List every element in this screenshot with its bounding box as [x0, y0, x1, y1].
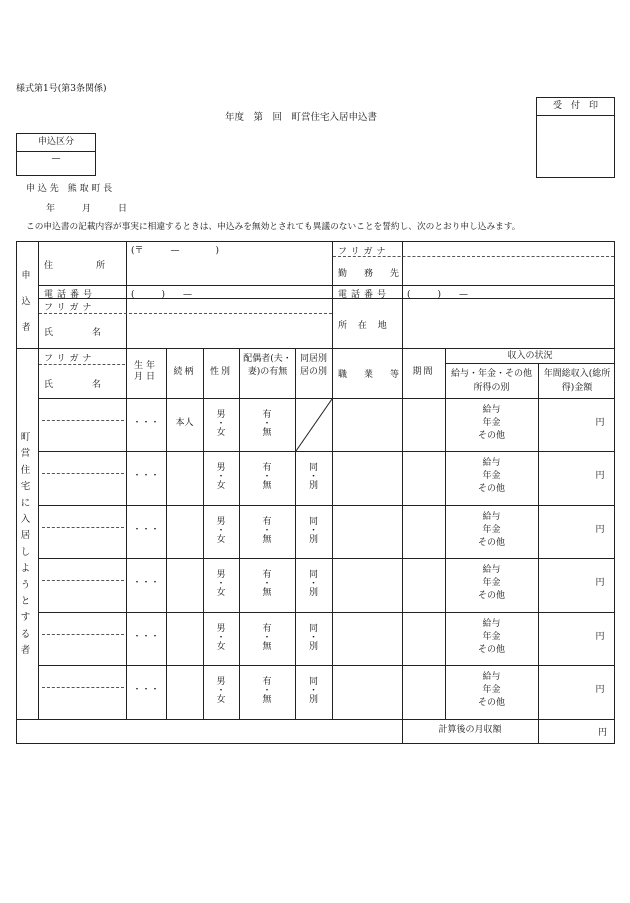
gender-dot: ・ — [216, 526, 226, 536]
name-field[interactable] — [39, 424, 126, 444]
cohabit-dot: ・ — [308, 633, 318, 643]
reception-label: 受 付 印 — [552, 101, 598, 111]
income-pension[interactable]: 年金 — [482, 578, 501, 588]
not-applicable-diagonal — [296, 399, 332, 451]
header-income-status: 収入の状況 — [507, 351, 553, 361]
header-name: 氏 名 — [44, 380, 109, 390]
gender-female[interactable]: 女 — [216, 588, 226, 598]
income-salary[interactable]: 給与 — [482, 672, 501, 682]
income-other[interactable]: その他 — [477, 431, 505, 441]
header-period: 期間 — [412, 367, 435, 377]
birth-date[interactable]: ・・・ — [132, 685, 160, 695]
income-pension[interactable]: 年金 — [482, 471, 501, 481]
income-pension[interactable]: 年金 — [482, 632, 501, 642]
gender-female[interactable]: 女 — [216, 695, 226, 705]
reception-stamp-box — [536, 97, 615, 178]
furigana-field[interactable] — [39, 402, 126, 418]
spouse-no[interactable]: 無 — [262, 481, 272, 491]
header-spouse: 配偶者(夫・妻)の有無 — [243, 354, 292, 377]
postal-code-field[interactable]: (〒 — ) — [131, 246, 220, 256]
furigana-field[interactable] — [39, 616, 126, 632]
gender-male[interactable]: 男 — [216, 463, 226, 473]
pledge-text: この申込書の記載内容が事実に相違するときは、申込みを無効とされても異議のないことを誓約し、次のとおり申し込みます。 — [26, 222, 521, 232]
cohabit-dot: ・ — [308, 579, 318, 589]
name-field[interactable] — [39, 691, 126, 711]
address-label: 住 所 — [44, 261, 110, 271]
gender-female[interactable]: 女 — [216, 481, 226, 491]
spouse-dot: ・ — [262, 633, 272, 643]
gender-dot: ・ — [216, 633, 226, 643]
gender-female[interactable]: 女 — [216, 642, 226, 652]
monthly-income-label: 計算後の月収額 — [438, 725, 502, 735]
birth-date[interactable]: ・・・ — [132, 632, 160, 642]
gender-male[interactable]: 男 — [216, 517, 226, 527]
income-salary[interactable]: 給与 — [482, 565, 501, 575]
cohabit-together[interactable]: 同 — [308, 624, 318, 634]
cohabit-separate[interactable]: 別 — [308, 588, 318, 598]
cohabit-separate[interactable]: 別 — [308, 481, 318, 491]
birth-date[interactable]: ・・・ — [132, 471, 160, 481]
cohabit-dot: ・ — [308, 686, 318, 696]
phone-field[interactable]: ( ) — — [131, 290, 193, 300]
yen-unit: 円 — [595, 525, 605, 535]
page-title: 年度 第 回 町営住宅入居申込書 — [225, 112, 378, 123]
spouse-no[interactable]: 無 — [262, 642, 272, 652]
form-number: 様式第1号(第3条関係) — [16, 84, 107, 94]
income-other[interactable]: その他 — [477, 591, 505, 601]
header-gender: 性別 — [209, 367, 232, 377]
header-birth: 生年月日 — [133, 361, 158, 383]
work-phone-label: 電話番号 — [338, 290, 391, 300]
gender-male[interactable]: 男 — [216, 624, 226, 634]
furigana-field[interactable] — [39, 562, 126, 578]
gender-female[interactable]: 女 — [216, 428, 226, 438]
spouse-yes[interactable]: 有 — [262, 517, 272, 527]
spouse-yes[interactable]: 有 — [262, 624, 272, 634]
income-pension[interactable]: 年金 — [482, 525, 501, 535]
header-occupation: 職 業 等 — [338, 370, 404, 380]
addressee: 申 込 先 熊 取 町 長 — [26, 184, 113, 194]
birth-date[interactable]: ・・・ — [132, 578, 160, 588]
phone-label: 電話番号 — [44, 290, 97, 300]
cohabit-together[interactable]: 同 — [308, 463, 318, 473]
gender-dot: ・ — [216, 686, 226, 696]
yen-unit: 円 — [595, 632, 605, 642]
workplace-label: 勤 務 先 — [338, 269, 404, 279]
spouse-no[interactable]: 無 — [262, 428, 272, 438]
cohabit-separate[interactable]: 別 — [308, 642, 318, 652]
spouse-dot: ・ — [262, 526, 272, 536]
income-salary[interactable]: 給与 — [482, 405, 501, 415]
income-other[interactable]: その他 — [477, 645, 505, 655]
spouse-yes[interactable]: 有 — [262, 410, 272, 420]
spouse-dot: ・ — [262, 472, 272, 482]
yen-unit: 円 — [595, 471, 605, 481]
cohabit-separate[interactable]: 別 — [308, 695, 318, 705]
furigana-field[interactable] — [39, 509, 126, 525]
header-cohabit: 同居別居の別 — [300, 354, 328, 377]
name-field[interactable] — [39, 477, 126, 497]
spouse-yes[interactable]: 有 — [262, 463, 272, 473]
gender-male[interactable]: 男 — [216, 677, 226, 687]
spouse-no[interactable]: 無 — [262, 695, 272, 705]
name-field[interactable] — [39, 584, 126, 604]
residents-section-label: 町営住宅に入居しようとする者 — [20, 432, 31, 657]
cohabit-dot: ・ — [308, 526, 318, 536]
yen-unit: 円 — [595, 418, 605, 428]
cohabit-dot: ・ — [308, 472, 318, 482]
category-label: 申込区分 — [37, 137, 74, 147]
birth-date[interactable]: ・・・ — [132, 418, 160, 428]
yen-unit: 円 — [595, 685, 605, 695]
gender-dot: ・ — [216, 419, 226, 429]
income-pension[interactable]: 年金 — [482, 418, 501, 428]
income-salary[interactable]: 給与 — [482, 458, 501, 468]
spouse-yes[interactable]: 有 — [262, 677, 272, 687]
category-box — [16, 133, 96, 176]
name-field[interactable] — [39, 531, 126, 551]
cohabit-together[interactable]: 同 — [308, 517, 318, 527]
category-value[interactable]: — — [51, 154, 61, 164]
yen-unit: 円 — [595, 578, 605, 588]
gender-female[interactable]: 女 — [216, 535, 226, 545]
name-label: 氏 名 — [44, 328, 109, 338]
name-field[interactable] — [39, 638, 126, 658]
gender-dot: ・ — [216, 472, 226, 482]
date-line[interactable]: 年 月 日 — [46, 204, 128, 214]
income-other[interactable]: その他 — [477, 538, 505, 548]
furigana-field[interactable] — [39, 669, 126, 685]
furigana-label-right: フリガナ — [338, 247, 390, 257]
applicant-section-label: 申込者 — [21, 271, 31, 333]
birth-date[interactable]: ・・・ — [132, 525, 160, 535]
header-annual-income: 年間総収入(総所得)金額 — [543, 369, 611, 393]
spouse-dot: ・ — [262, 686, 272, 696]
gender-male[interactable]: 男 — [216, 410, 226, 420]
income-salary[interactable]: 給与 — [482, 512, 501, 522]
work-location-label: 所 在 地 — [338, 321, 391, 331]
cohabit-together[interactable]: 同 — [308, 677, 318, 687]
income-other[interactable]: その他 — [477, 484, 505, 494]
cohabit-together[interactable]: 同 — [308, 570, 318, 580]
gender-dot: ・ — [216, 579, 226, 589]
cohabit-separate[interactable]: 別 — [308, 535, 318, 545]
spouse-yes[interactable]: 有 — [262, 570, 272, 580]
furigana-label: フリガナ — [44, 303, 96, 313]
spouse-no[interactable]: 無 — [262, 588, 272, 598]
header-income-type: 給与・年金・その他 所得の別 — [450, 369, 532, 393]
spouse-dot: ・ — [262, 419, 272, 429]
furigana-field[interactable] — [39, 455, 126, 471]
spouse-dot: ・ — [262, 579, 272, 589]
gender-male[interactable]: 男 — [216, 570, 226, 580]
header-furigana: フリガナ — [44, 354, 96, 364]
monthly-income-yen: 円 — [598, 728, 608, 738]
relation[interactable]: 本人 — [175, 418, 194, 428]
income-salary[interactable]: 給与 — [482, 619, 501, 629]
income-pension[interactable]: 年金 — [482, 685, 501, 695]
income-other[interactable]: その他 — [477, 698, 505, 708]
work-phone-field[interactable]: ( ) — — [407, 290, 469, 300]
header-relation: 続柄 — [173, 367, 196, 377]
spouse-no[interactable]: 無 — [262, 535, 272, 545]
